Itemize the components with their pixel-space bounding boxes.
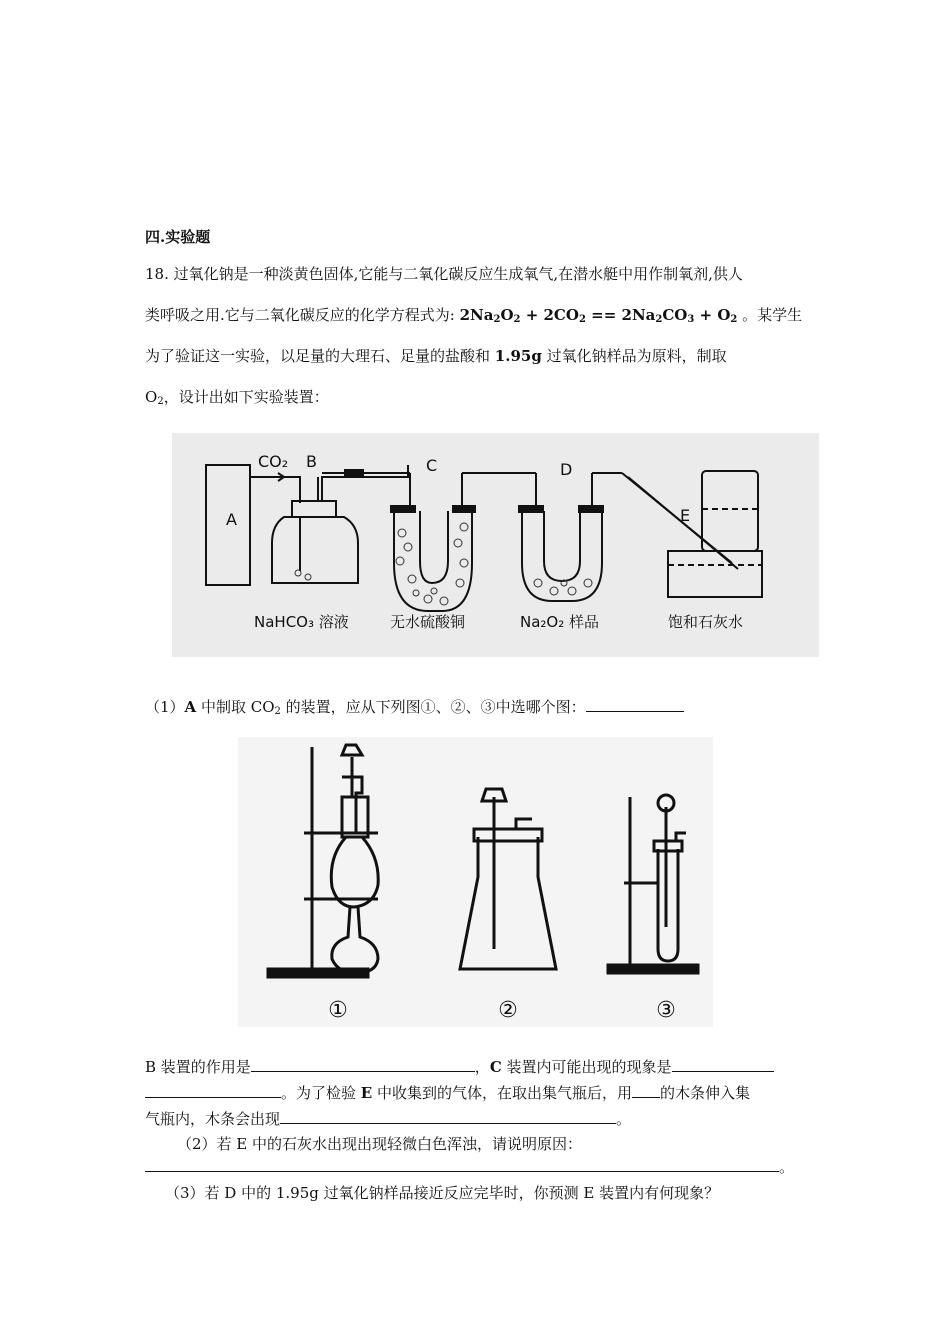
caption-e: 饱和石灰水 (668, 613, 744, 631)
label-e: E (680, 506, 691, 525)
label-a: A (226, 510, 237, 529)
q18-line2-end: 。某学生 (737, 306, 803, 324)
label-d: D (560, 460, 573, 479)
section-title: 四.实验题 (145, 228, 211, 246)
answer-blank-b-role[interactable] (251, 1057, 475, 1072)
sample-mass: 1.95g (494, 347, 542, 365)
answer-blank-1[interactable] (586, 697, 684, 712)
q18-line4: $O_2$，设计出如下实验装置： (145, 388, 329, 407)
answer-blank-splint[interactable] (632, 1083, 660, 1098)
caption-c: 无水硫酸铜 (390, 613, 466, 631)
answer-blank-2[interactable] (145, 1157, 779, 1172)
q18-line2 (145, 305, 802, 330)
caption-d: Na₂O₂ 样品 (520, 613, 600, 631)
answer-blank-splint-result[interactable] (280, 1109, 616, 1124)
option-1-label: ① (328, 998, 348, 1023)
sub2-answer-line: 。 (145, 1157, 794, 1177)
label-c: C (426, 456, 438, 475)
q18-line2-text: 类呼吸之用.它与二氧化碳反应的化学方程式为: (145, 306, 460, 324)
para1-line1: B 装置的作用是 ，C 装置内可能出现的现象是 (145, 1057, 774, 1077)
option-2-label: ② (498, 998, 518, 1023)
para1-line2: 。为了检验 E 中收集到的气体，在取出集气瓶后，用 的木条伸入集 (145, 1083, 750, 1103)
label-co2: CO₂ (258, 452, 289, 471)
caption-b: NaHCO₃ 溶液 (254, 613, 349, 631)
sub3-line: （3）若 D 中的 1.95g 过氧化钠样品接近反应完毕时，你预测 E 装置内有何现象？ (165, 1184, 720, 1202)
label-b: B (306, 452, 317, 471)
choices-diagram (238, 737, 713, 1027)
answer-blank-c-phenomenon[interactable] (672, 1057, 774, 1072)
apparatus-diagram (172, 433, 819, 657)
sub1-line: （1）A 中制取 $CO_2$ 的装置，应从下列图①、②、③中选哪个图： (145, 697, 684, 722)
sub2-line: （2）若 E 中的石灰水出现出现轻微白色浑浊，请说明原因： (177, 1135, 583, 1153)
q18-line3: 为了验证这一实验，以足量的大理石、足量的盐酸和 1.95g 过氧化钠样品为原料，制取 (145, 347, 727, 365)
option-3-label: ③ (656, 998, 676, 1023)
chemical-equation: $2Na_2O_2 + 2CO_2 == 2Na_2CO_3 + O_2$ (459, 306, 738, 325)
answer-blank-c-phenomenon-cont[interactable] (145, 1083, 281, 1098)
q18-line1: 18. 过氧化钠是一种淡黄色固体,它能与二氧化碳反应生成氧气,在潜水艇中用作制氧剂,供人 (145, 265, 743, 283)
para1-line3: 气瓶内，木条会出现 。 (145, 1110, 632, 1128)
